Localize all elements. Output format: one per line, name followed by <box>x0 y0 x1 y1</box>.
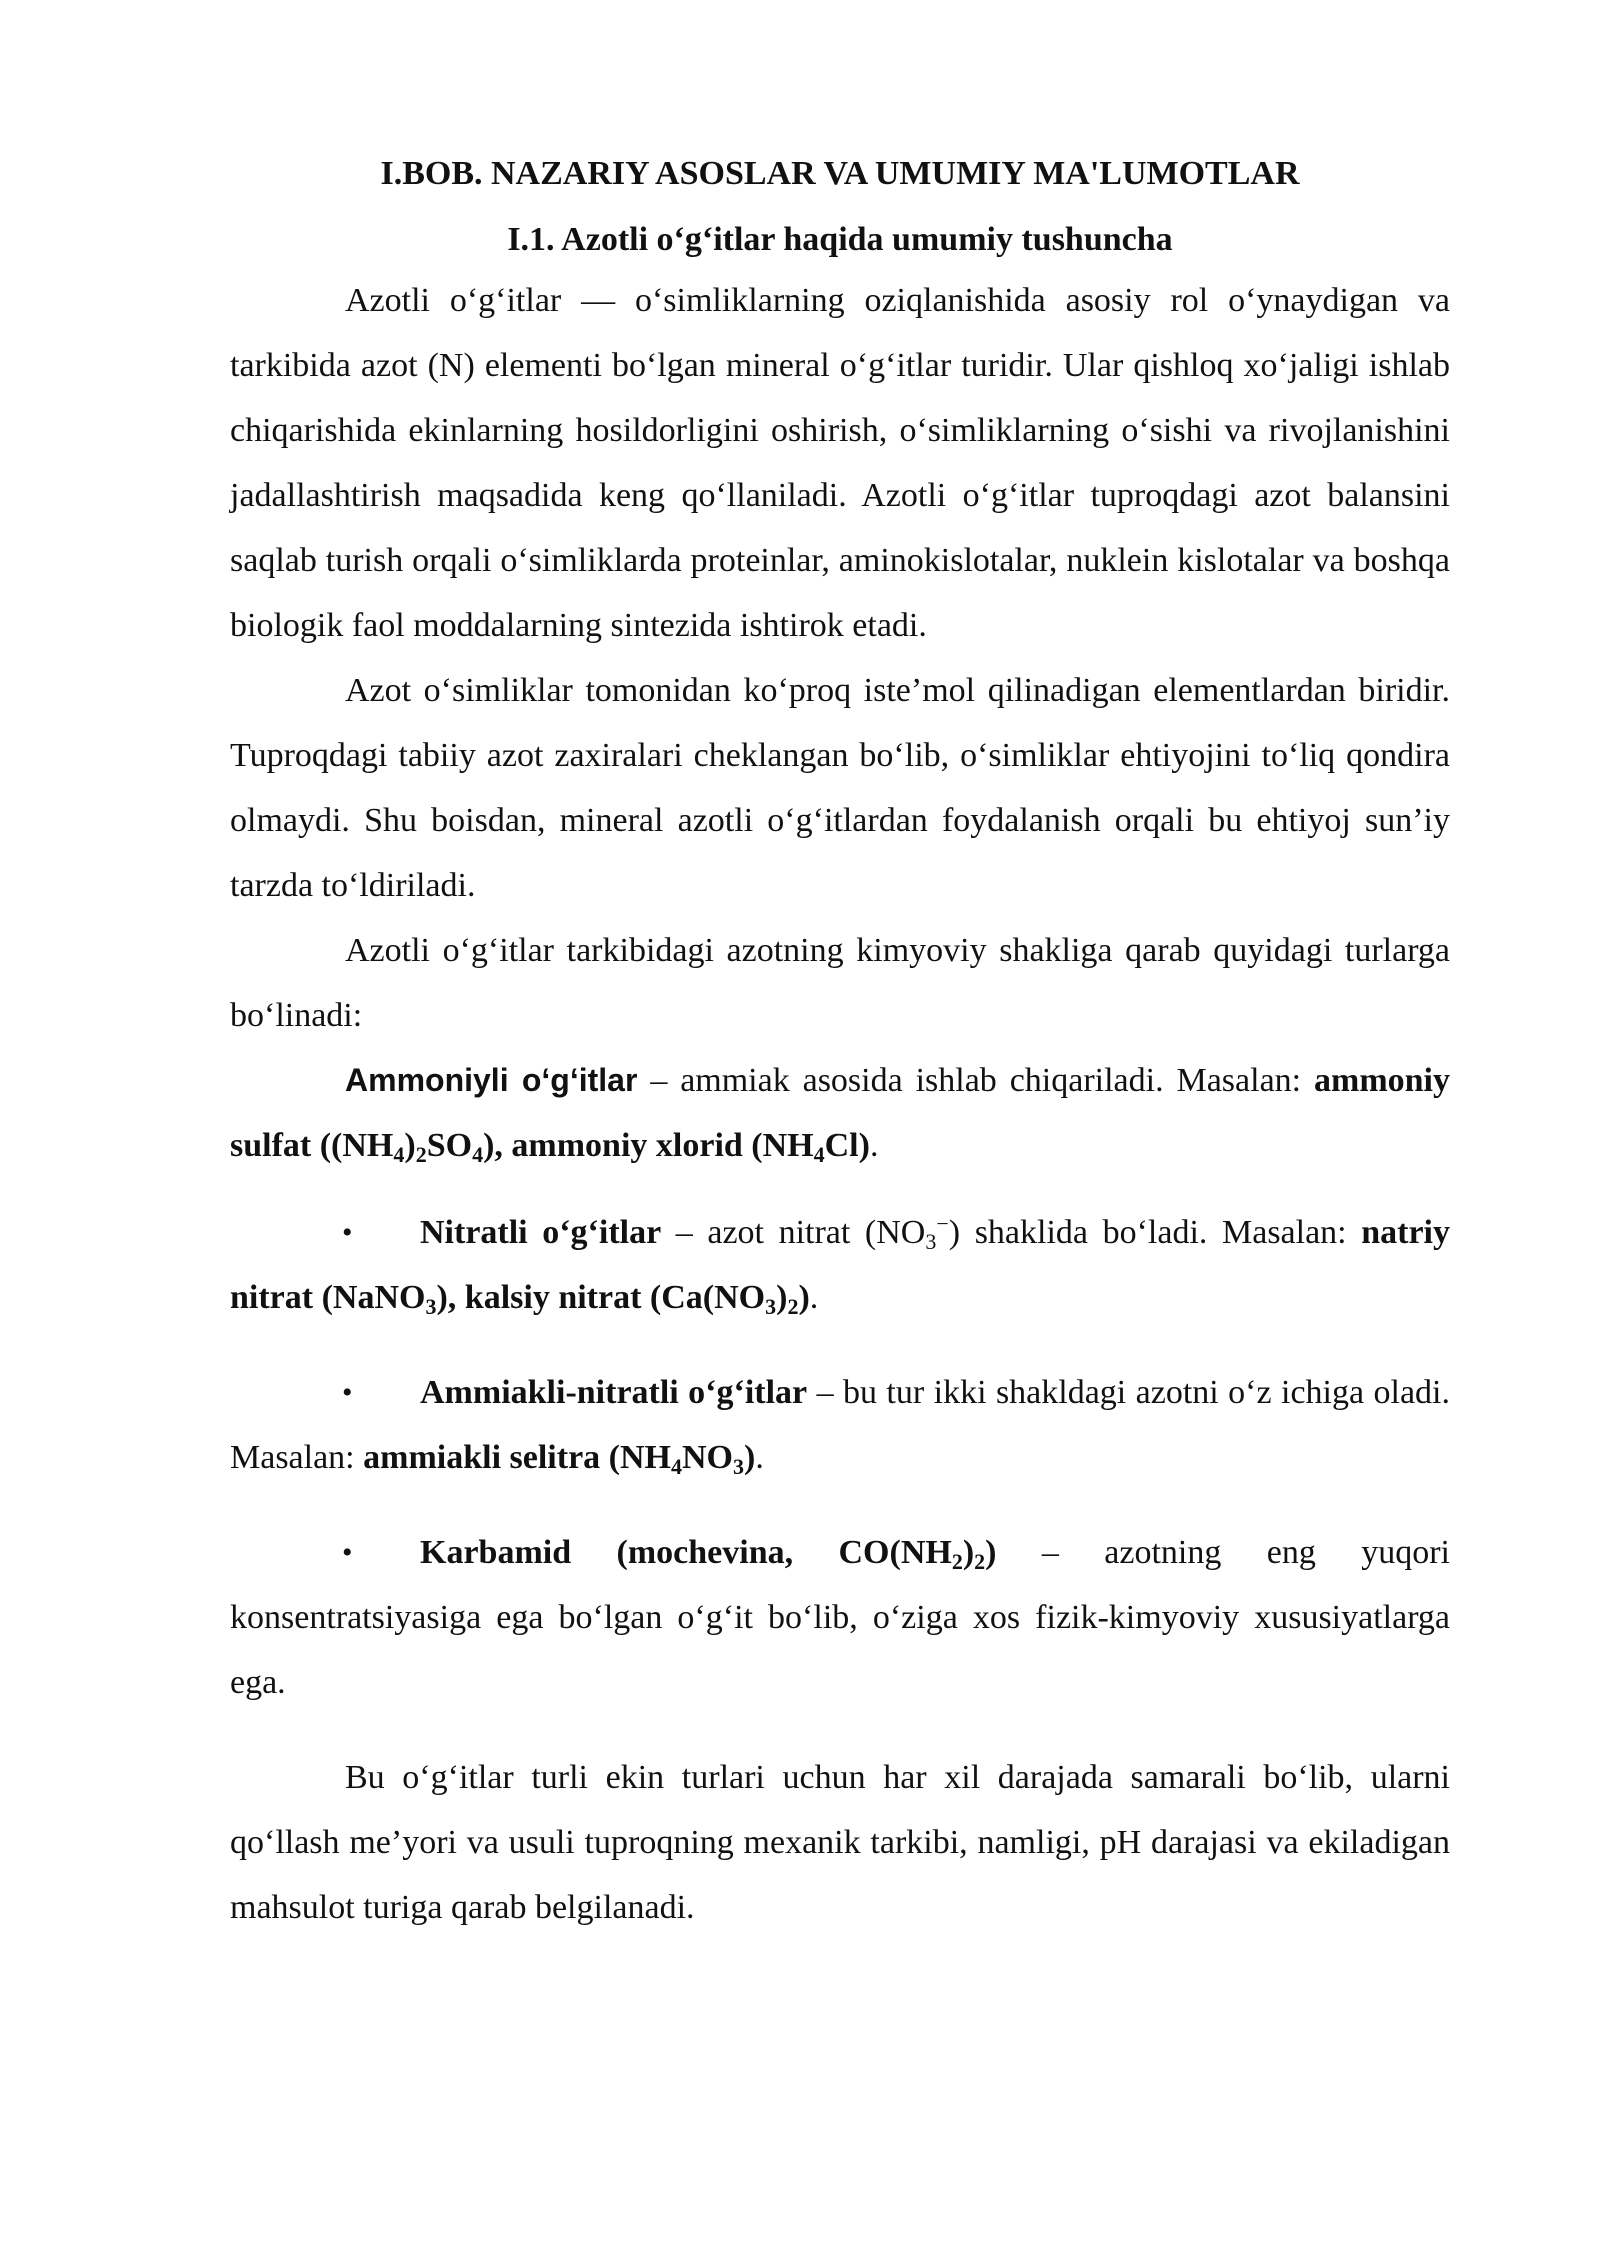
bullet-icon: • <box>342 1536 353 1569</box>
karbamid-term: Karbamid (mochevina, $CO(NH_2)_2$) <box>420 1534 997 1574</box>
paragraph-azot-demand: Azot o‘simliklar tomonidan ko‘proq iste’mol qilinadigan elementlardan biridir. Tuproqdagi tabiiy azot zaxiralari cheklangan bo‘lib, o‘simliklar ehtiyojini to‘liq qondira olmaydi. Shu boisdan, mineral azotli o‘g‘itlardan foydalanish orqali bu ehtiyoj sun’iy tarzda to‘ldiriladi. <box>230 672 1450 904</box>
bullet-icon: • <box>342 1216 353 1249</box>
paragraph-conclusion: Bu o‘g‘itlar turli ekin turlari uchun har xil darajada samarali bo‘lib, ularni qo‘llash me’yori va usuli tuproqning mexanik tarkibi, namligi, pH darajasi va ekiladigan mahsulot turiga qarab belgilanadi. <box>230 1759 1450 1926</box>
chapter-title: I.BOB. NAZARIY ASOSLAR VA UMUMIY MA'LUMOTLAR <box>380 155 1300 192</box>
ammiakli-examples: ammiakli selitra $(NH_4NO_3)$ <box>363 1439 756 1479</box>
section-title: I.1. Azotli o‘g‘itlar haqida umumiy tushuncha <box>507 221 1173 258</box>
bullet-karbamid: • Karbamid (mochevina, $CO(NH_2)_2$) – azotning eng yuqori konsentratsiyasiga ega bo‘lgan o‘g‘it bo‘lib, o‘ziga xos fizik-kimyoviy xususiyatlarga ega. <box>230 1520 1450 1715</box>
ammiakli-term: Ammiakli-nitratli o‘g‘itlar <box>420 1374 808 1411</box>
bullet-ammiakli-nitratli: • Ammiakli-nitratli o‘g‘itlar – bu tur ikki shakldagi azotni o‘z ichiga oladi. Masalan: ammiakli selitra $(NH_4NO_3)$. <box>230 1360 1450 1490</box>
bullet-nitratli: • Nitratli o‘g‘itlar – azot nitrat $(NO_3^-)$ shaklida bo‘ladi. Masalan: natriy nitrat (NaNO$_3$), kalsiy nitrat $(Ca(NO_3)_2)$. <box>230 1200 1450 1330</box>
bullet-icon: • <box>342 1376 353 1409</box>
paragraph-intro: Azotli o‘g‘itlar — o‘simliklarning oziqlanishida asosiy rol o‘ynaydigan va tarkibida azot (N) elementi bo‘lgan mineral o‘g‘itlar turidir. Ular qishloq xo‘jaligi ishlab chiqarishida ekinlarning hosildorligini oshirish, o‘simliklarning o‘sishi va rivojlanishini jadallashtirish maqsadida keng qo‘llaniladi. Azotli o‘g‘itlar tuproqdagi azot balansini saqlab turish orqali o‘simliklarda proteinlar, aminokislotalar, nuklein kislotalar va boshqa biologik faol moddalarning sintezida ishtirok etadi. <box>230 282 1450 644</box>
nitratli-term: Nitratli o‘g‘itlar <box>420 1214 662 1251</box>
ammoniyli-term: Ammoniyli o‘g‘itlar <box>345 1062 638 1098</box>
document-page <box>230 150 1450 1940</box>
ammoniyli-desc: – ammiak asosida ishlab chiqariladi. Masalan: <box>637 1062 1314 1099</box>
ammoniyli-examples: ammoniy sulfat $((NH_4)_2SO_4)$, ammoniy xlorid $(NH_4Cl)$ <box>230 1062 1450 1167</box>
paragraph-types-intro: Azotli o‘g‘itlar tarkibidagi azotning kimyoviy shakliga qarab quyidagi turlarga bo‘linadi: <box>230 932 1450 1034</box>
nitratli-examples: natriy nitrat (NaNO$_3$), kalsiy nitrat $(Ca(NO_3)_2)$ <box>230 1214 1450 1319</box>
paragraph-ammoniyli: Ammoniyli o‘g‘itlar – ammiak asosida ishlab chiqariladi. Masalan: ammoniy sulfat $((NH_4)_2SO_4)$, ammoniy xlorid $(NH_4Cl)$. <box>230 1062 1450 1167</box>
